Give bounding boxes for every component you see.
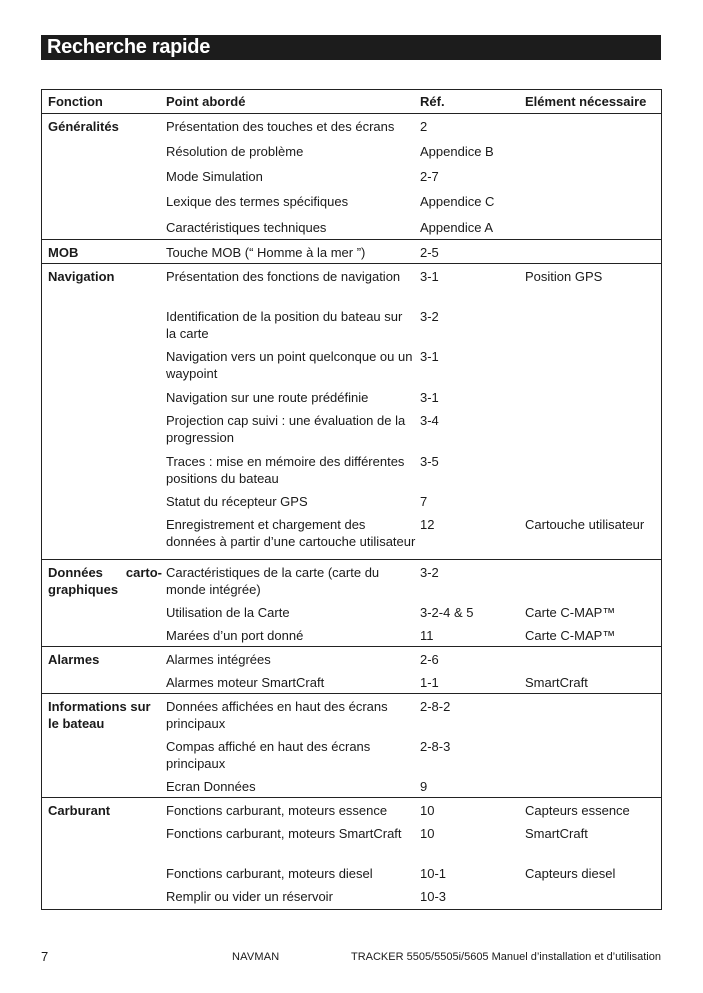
point-cell: Navigation sur une route prédéfinie — [166, 389, 369, 405]
table-row — [42, 647, 662, 671]
ref-cell: 2-8-3 — [420, 739, 451, 754]
element-cell — [525, 884, 662, 909]
point-cell: Compas affiché en haut des écrans principaux — [166, 739, 371, 771]
point-cell: Fonctions carburant, moteurs SmartCraft — [166, 826, 402, 841]
element-cell: Capteurs essence — [525, 798, 662, 822]
table-row — [42, 240, 662, 264]
function-cell: Informations sur le bateau — [42, 694, 167, 735]
element-cell: Carte C-MAP™ — [525, 605, 616, 620]
ref-cell: Appendice B — [420, 143, 494, 159]
table-row — [42, 670, 662, 694]
function-cell — [42, 385, 167, 408]
column-header-point: Point abordé — [166, 90, 420, 114]
point-cell: Statut du récepteur GPS — [166, 493, 308, 509]
ref-cell: 3-1 — [420, 264, 525, 304]
point-cell: Présentation des fonctions de navigation — [166, 264, 420, 304]
ref-cell: 2-6 — [420, 647, 525, 671]
element-cell — [525, 449, 662, 489]
page-title: Recherche rapide — [41, 35, 661, 60]
point-cell: Ecran Données — [166, 779, 256, 794]
table-row — [42, 861, 662, 884]
ref-cell: 3-2-4 & 5 — [420, 605, 474, 620]
element-cell: Carte C-MAP™ — [525, 628, 616, 643]
column-header-function: Fonction — [42, 90, 167, 114]
element-cell: Cartouche utilisateur — [525, 516, 645, 532]
ref-cell: 10-1 — [420, 866, 447, 881]
function-cell — [42, 489, 167, 512]
footer-document-title: TRACKER 5505/5505i/5605 Manuel d’installation et d’utilisation — [350, 951, 661, 963]
table-row — [42, 304, 662, 344]
ref-cell: 2-5 — [420, 240, 525, 264]
column-header-element: Elément nécessaire — [525, 90, 662, 114]
function-cell: Navigation — [42, 264, 167, 304]
element-cell — [525, 408, 662, 449]
function-cell: Généralités — [48, 119, 119, 134]
point-cell: Marées d’un port donné — [166, 628, 304, 643]
element-cell — [525, 560, 662, 601]
element-cell: SmartCraft — [525, 675, 588, 690]
function-cell — [42, 512, 167, 560]
ref-cell: 10 — [420, 826, 435, 841]
table-row — [42, 189, 662, 215]
table-row — [42, 215, 662, 240]
ref-cell: 3-5 — [420, 453, 439, 469]
table-row — [42, 449, 662, 489]
column-header-ref: Réf. — [420, 90, 525, 114]
function-cell — [42, 600, 167, 623]
point-cell: Résolution de problème — [166, 143, 304, 159]
element-cell — [525, 164, 662, 189]
table-row — [42, 798, 662, 822]
table-row — [42, 408, 662, 449]
element-cell — [525, 694, 662, 735]
footer-brand: NAVMAN — [232, 951, 280, 963]
function-cell — [42, 304, 167, 344]
point-cell: Lexique des termes spécifiques — [166, 193, 349, 209]
table-row — [42, 385, 662, 408]
point-cell: Traces : mise en mémoire des différentes positions du bateau — [166, 453, 405, 486]
point-cell: Alarmes intégrées — [166, 647, 420, 671]
ref-cell: 1-1 — [420, 675, 439, 690]
function-cell: Carburant — [42, 798, 167, 822]
element-cell: Position GPS — [525, 264, 662, 304]
element-cell — [525, 647, 662, 671]
function-cell — [42, 189, 167, 215]
function-cell — [42, 408, 167, 449]
element-cell — [525, 240, 662, 264]
function-cell — [42, 344, 167, 385]
element-cell: Capteurs diesel — [525, 866, 616, 881]
function-cell — [42, 623, 167, 647]
ref-cell: 2 — [420, 119, 428, 134]
point-cell: Mode Simulation — [166, 168, 263, 184]
function-cell — [42, 670, 167, 694]
table-body — [42, 114, 662, 910]
table-row — [42, 884, 662, 909]
function-cell: Alarmes — [42, 647, 167, 671]
table-row — [42, 264, 662, 304]
point-cell: Utilisation de la Carte — [166, 605, 290, 620]
quick-reference-table — [41, 89, 662, 910]
ref-cell: Appendice C — [420, 193, 495, 209]
element-cell — [525, 489, 662, 512]
ref-cell: 10 — [420, 798, 525, 822]
ref-cell: 10-3 — [420, 889, 447, 904]
element-cell — [525, 139, 662, 164]
ref-cell: 2-7 — [420, 168, 439, 184]
ref-cell: 11 — [420, 628, 434, 643]
ref-cell: 12 — [420, 516, 435, 532]
element-cell — [525, 189, 662, 215]
point-cell: Identification de la position du bateau sur la carte — [166, 308, 403, 341]
page-number: 7 — [41, 949, 49, 964]
table-row — [42, 560, 662, 601]
element-cell — [525, 734, 662, 774]
function-cell — [42, 821, 167, 861]
point-cell: Fonctions carburant, moteurs essence — [166, 798, 420, 822]
function-cell — [42, 215, 167, 240]
ref-cell: 3-2 — [420, 560, 525, 601]
table-row — [42, 489, 662, 512]
element-cell — [525, 304, 662, 344]
ref-cell: 3-1 — [420, 389, 439, 405]
point-cell: Touche MOB (“ Homme à la mer ”) — [166, 240, 420, 264]
element-cell: SmartCraft — [525, 826, 588, 841]
point-cell: Enregistrement et chargement des données à partir d’une cartouche utilisateur — [166, 516, 416, 549]
element-cell — [525, 114, 662, 139]
point-cell: Remplir ou vider un réservoir — [166, 889, 333, 904]
function-cell — [42, 884, 167, 909]
function-cell: MOB — [42, 240, 167, 264]
ref-cell: 9 — [420, 779, 428, 794]
table-row — [42, 164, 662, 189]
function-cell — [42, 164, 167, 189]
function-cell — [42, 139, 167, 164]
point-cell: Projection cap suivi : une évaluation de la progression — [166, 412, 406, 445]
point-cell: Caractéristiques de la carte (carte du monde intégrée) — [166, 560, 420, 601]
table-row — [42, 512, 662, 560]
point-cell: Alarmes moteur SmartCraft — [166, 675, 325, 690]
table-row — [42, 344, 662, 385]
function-cell — [42, 449, 167, 489]
table-row — [42, 139, 662, 164]
ref-cell: Appendice A — [420, 219, 494, 235]
table-row — [42, 114, 662, 139]
element-cell — [525, 774, 662, 798]
table-row — [42, 734, 662, 774]
table-row — [42, 623, 662, 647]
point-cell: Présentation des touches et des écrans — [166, 119, 395, 134]
ref-cell: 3-2 — [420, 308, 439, 324]
element-cell — [525, 385, 662, 408]
point-cell: Navigation vers un point quelconque ou un waypoint — [166, 348, 413, 381]
table-header-row — [42, 90, 662, 114]
point-cell: Données affichées en haut des écrans principaux — [166, 694, 420, 735]
function-cell — [42, 774, 167, 798]
ref-cell: 3-1 — [420, 348, 439, 364]
element-cell — [525, 344, 662, 385]
table-row — [42, 821, 662, 861]
point-cell: Caractéristiques techniques — [166, 219, 327, 235]
ref-cell: 2-8-2 — [420, 694, 525, 735]
function-cell: Données carto-graphiques — [42, 560, 167, 601]
table-row — [42, 774, 662, 798]
ref-cell: 7 — [420, 493, 428, 509]
ref-cell: 3-4 — [420, 412, 439, 428]
point-cell: Fonctions carburant, moteurs diesel — [166, 866, 373, 881]
table-row — [42, 600, 662, 623]
table-row — [42, 694, 662, 735]
function-cell — [42, 861, 167, 884]
element-cell — [525, 215, 662, 240]
function-cell — [42, 734, 167, 774]
